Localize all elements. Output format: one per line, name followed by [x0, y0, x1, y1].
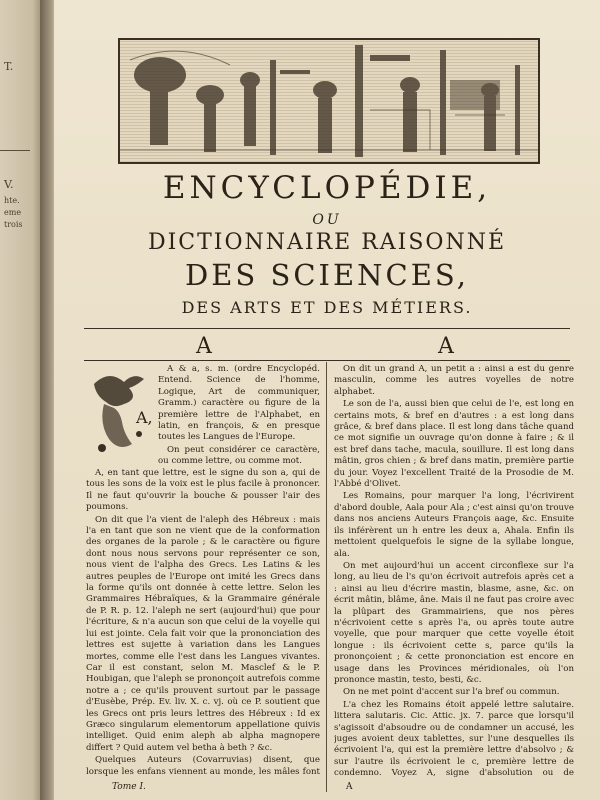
title-dictionnaire: DICTIONNAIRE RAISONNÉ — [147, 230, 507, 255]
title-encyclopedie: ENCYCLOPÉDIE, — [162, 170, 492, 206]
title-sciences: DES SCIENCES, — [185, 258, 469, 292]
right-column-body — [334, 364, 574, 778]
paragraph: On met aujourd'hui un accent circonflexe sur l'a long, au lieu de l's qu'on écrivoit autrefois après cet a : ainsi au lieu d'écrire mastin, blasme, asne, &c. on écrit mâtin, blâme, âne. Mais il ne faut pas croire avec la plûpart des Grammairiens, que nos pères n'écrivoient cette s après l'a, ou après toute autre voyelle, que pour marquer que cette voyelle étoit longue : ils écrivoient cette s, parce qu'ils la prononçoient ; & cette prononciation est encore en usage dans les Provinces méridionales, où l'on prononce mastin, testo, besti, &c. — [334, 560, 574, 685]
paragraph: On ne met point d'accent sur l'a bref ou commun. — [343, 687, 560, 698]
paragraph: L'a chez les Romains étoit appelé lettre salutaire. littera salutaris. Cic. Attic. jx. 7. parce que lorsqu'il s'agissoit d'absoudre ou de condamner un accusé, les juges avoient deux tablettes, sur l'une desquelles ils écrivoient l'a, qui est la première lettre d'absolvo ; & sur l'autre ils écrivoient le c, première lettre de condemno. Voyez A, signe d'absolution ou de — [334, 699, 574, 778]
paragraph: On dit un grand A, un petit a : ainsi a est du genre masculin, comme les autres voyelles de notre alphabet. — [334, 364, 574, 397]
paragraph: A & a, s. m. (ordre Encyclopéd. Entend. Science de l'homme, Logique, Art de communiquer, Gramm.) caractère ou figure de la première lettre de l'Alphabet, en latin, en françois, & en presque toutes les Langues de l'Europe. — [158, 364, 320, 443]
left-column-body — [86, 468, 320, 778]
facing-page-fragment: V. — [4, 178, 14, 191]
heading-rule — [84, 360, 570, 361]
article-a-definition — [158, 364, 320, 469]
paragraph: On dit que l'a vient de l'aleph des Hébreux : mais l'a en tant que son ne vient que de la conformation des organes de la parole ; & le caractère ou figure dont nous nous servons pour représenter ce son, nous vient de l'alpha des Grecs. Les Latins & les autres peuples de l'Europe ont imité les Grecs dans la forme qu'ils ont donnée à cette lettre. Selon les Grammaires Hébraïques, & la Grammaire générale de P. R. p. 12. l'aleph ne sert (aujourd'hui) que pour l'écriture, & n'a aucun son que celui de la voyelle qui lui est jointe. Cela fait voir que la prononciation des lettres est sujette à variation dans les Langues mortes, comme elle l'est dans les Langues vivantes. Car il est constant, selon M. Masclef & le P. Houbigan, que l'aleph se prononçoit autrefois comme notre a ; ce qu'ils prouvent surtout par le passage d'Eusèbe, Prép. Ev. liv. X. c. vj. où ce P. soutient que les Grecs ont pris leurs lettres des Hébreux : Id ex Græco singularum elementorum appellatione quivis intelliget. Quid enim aleph ab alpha magnopere differt ? Quid autem vel betha à beth ? &c. — [86, 514, 320, 753]
left-column-heading: A — [196, 334, 212, 359]
paragraph: On peut considérer ce caractère, ou comme lettre, ou comme mot. — [158, 444, 320, 467]
facing-page-fragment: T. — [4, 60, 14, 73]
dropcap-letter: A, — [136, 408, 153, 427]
engraved-frontispiece-illustration — [118, 38, 540, 164]
title-ou: OU — [312, 212, 342, 228]
paragraph: A, en tant que lettre, est le signe du son a, qui de tous les sons de la voix est le plus facile à prononcer. Il ne faut qu'ouvrir la bouche & pousser l'air des poumons. — [86, 468, 320, 513]
right-column-heading: A — [438, 334, 454, 359]
title-rule — [84, 328, 570, 329]
facing-page-fragment: trois — [4, 220, 23, 229]
page-signature: A — [346, 782, 353, 792]
paragraph: Quelques Auteurs (Covarruvias) disent, que lorsque les enfans viennent au monde, les mâles font — [86, 755, 320, 777]
column-divider — [326, 362, 327, 792]
facing-page-fragment: eme — [4, 208, 22, 217]
paragraph: Le son de l'a, aussi bien que celui de l'e, est long en certains mots, & bref en d'autres : a est long dans grâce, & bref dans place. Il est long dans tâche quand ce mot signifie un ouvrage qu'on donne à faire ; & il est bref dans tache, macula, souillure. Il est long dans mâtin, gros chien ; & bref dans matin, première partie du jour. Voyez l'excellent Traité de la Prosodie de M. l'Abbé d'Olivet. — [334, 399, 574, 490]
ornamental-dropcap — [84, 364, 154, 456]
paragraph: Les Romains, pour marquer l'a long, l'écrivirent d'abord double, Aala pour Ala ; c'est ainsi qu'on trouve dans nos anciens Auteurs François aage, &c. Ensuite ils inférèrent un h entre les deux a, Ahala. Enfin ils mettoient quelquefois le signe de la syllabe longue, ala. — [334, 491, 574, 559]
title-arts: DES ARTS ET DES MÉTIERS. — [181, 298, 473, 317]
encyclopedie-page — [54, 0, 600, 800]
volume-number: Tome I. — [112, 782, 146, 792]
facing-page-fragment: hte. — [4, 196, 20, 205]
